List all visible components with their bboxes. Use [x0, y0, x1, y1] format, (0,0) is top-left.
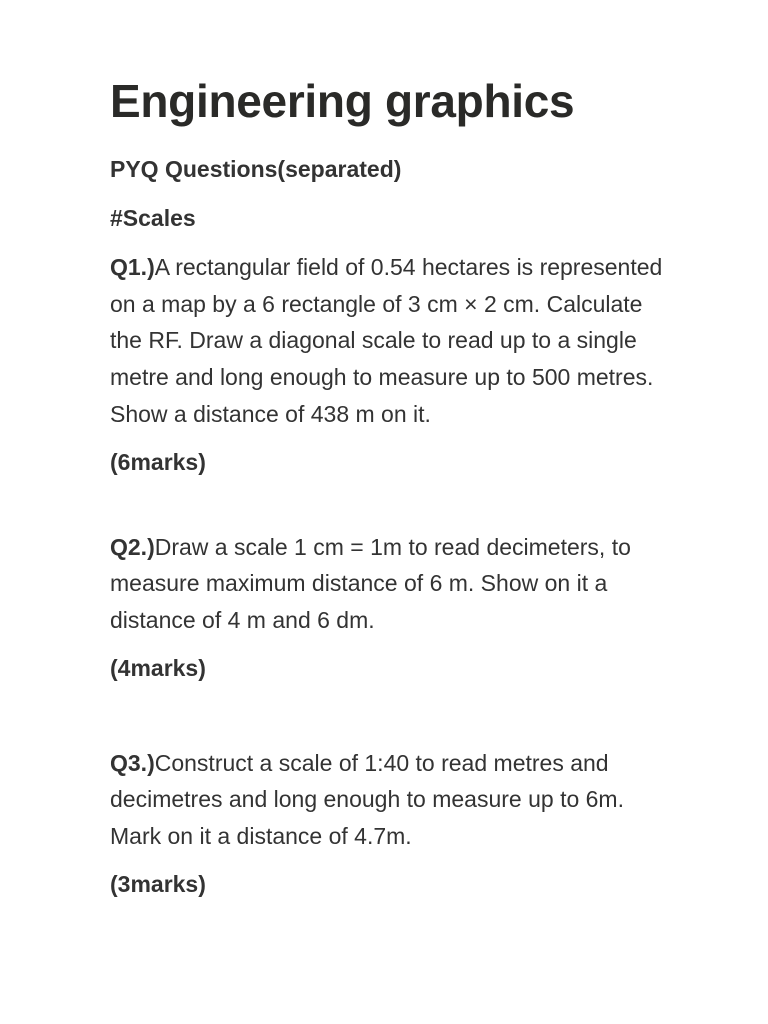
- question-marks: (3marks): [110, 870, 206, 897]
- page-title: Engineering graphics: [110, 75, 575, 127]
- question-text: A rectangular field of 0.54 hectares is represented on a map by a 6 rectangle of 3 cm × 2 cm. Calculate the RF. Draw a diagonal scale to read up to a single metre and long enough to measure up to 500 metres. Show a distance of 438 m on it.: [110, 254, 663, 427]
- question-2: [110, 529, 670, 639]
- question-marks: (4marks): [110, 654, 206, 681]
- question-number: Q1.): [110, 254, 155, 280]
- question-number: Q3.): [110, 749, 155, 776]
- note-page: [110, 72, 670, 899]
- question-number: Q2.): [110, 533, 155, 560]
- page-subtitle: PYQ Questions(separated): [110, 156, 402, 182]
- section-tag: #Scales: [110, 205, 196, 231]
- question-text: Construct a scale of 1:40 to read metres and decimetres and long enough to measure up to 6m. Mark on it a distance of 4.7m.: [110, 749, 624, 850]
- question-marks: (6marks): [110, 448, 206, 475]
- question-3: [110, 745, 670, 855]
- question-1: [110, 249, 670, 433]
- question-text: Draw a scale 1 cm = 1m to read decimeters, to measure maximum distance of 6 m. Show on it a distance of 4 m and 6 dm.: [110, 533, 631, 633]
